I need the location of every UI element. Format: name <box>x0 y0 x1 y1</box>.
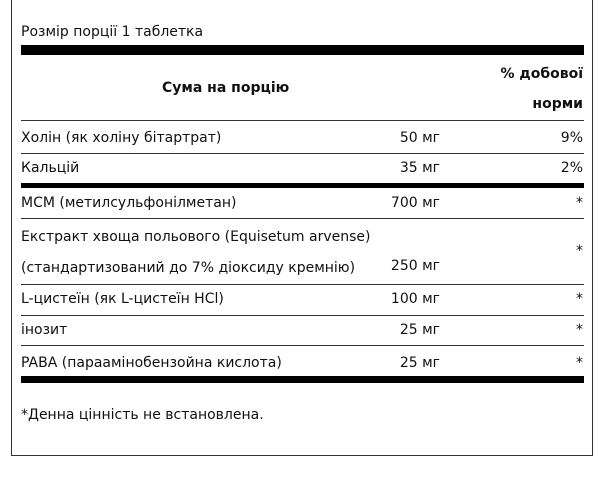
nutrient-daily-value: * <box>576 322 583 338</box>
divider <box>21 345 584 346</box>
daily-value-header-line1: % добової <box>500 66 583 82</box>
footnote: *Денна цінність не встановлена. <box>21 407 264 423</box>
nutrient-daily-value: * <box>576 355 583 371</box>
nutrient-name-line2: (стандартизований до 7% діоксиду кремнію) <box>21 260 356 276</box>
nutrient-daily-value: 9% <box>560 130 583 146</box>
daily-value-header-line2: норми <box>532 96 583 112</box>
divider-thick <box>21 376 584 383</box>
serving-size: Розмір порції 1 таблетка <box>21 24 204 40</box>
divider <box>21 284 584 285</box>
divider-medium <box>21 183 584 188</box>
nutrient-daily-value: * <box>576 195 583 211</box>
nutrient-name: МСМ (метилсульфонілметан) <box>21 195 237 211</box>
nutrient-daily-value: * <box>576 243 583 259</box>
divider <box>21 120 584 121</box>
nutrient-amount: 35 мг <box>399 160 440 176</box>
nutrient-daily-value: 2% <box>560 160 583 176</box>
nutrient-amount: 25 мг <box>399 322 440 338</box>
nutrient-amount: 250 мг <box>390 258 440 274</box>
divider-thick <box>21 45 584 55</box>
divider <box>21 218 584 219</box>
nutrient-name: Кальцій <box>21 160 80 176</box>
nutrient-name: Холін (як холіну бітартрат) <box>21 130 222 146</box>
nutrient-name-line1: Екстракт хвоща польового (Equisetum arvense) <box>21 229 371 245</box>
divider <box>21 315 584 316</box>
nutrient-amount: 25 мг <box>399 355 440 371</box>
divider <box>21 153 584 154</box>
supplement-facts-panel <box>11 0 593 456</box>
amount-per-serving-header: Сума на порцію <box>162 80 290 96</box>
nutrient-name: PABA (параамінобензойна кислота) <box>21 355 282 371</box>
nutrient-name: L-цистеїн (як L-цистеїн HCl) <box>21 291 224 307</box>
nutrient-amount: 100 мг <box>390 291 440 307</box>
nutrient-amount: 50 мг <box>399 130 440 146</box>
nutrient-daily-value: * <box>576 291 583 307</box>
nutrient-amount: 700 мг <box>390 195 440 211</box>
nutrient-name: інозит <box>21 322 68 338</box>
